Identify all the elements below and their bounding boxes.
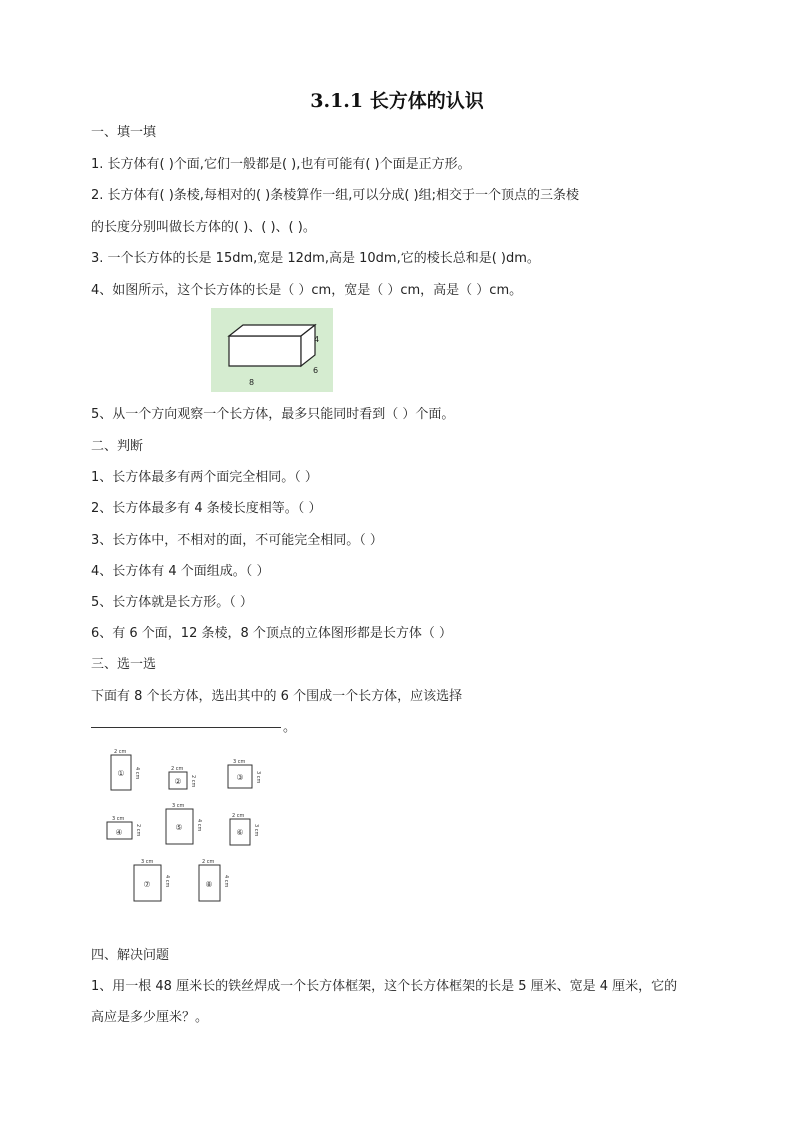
rect-2-side-label: 2 cm (190, 775, 196, 788)
rectangles-figure (92, 745, 274, 905)
rect-4-top-label: 3 cm (112, 816, 125, 822)
rect-figure-6 (230, 813, 259, 845)
rect-6-top-label: 2 cm (232, 813, 245, 819)
rect-5-side-label: 4 cm (196, 819, 202, 832)
rect-figure-3 (228, 759, 261, 788)
rect-1-side-label: 4 cm (134, 767, 140, 780)
cuboid-length-label: 8 (249, 378, 255, 387)
rect-7-number: ⑦ (143, 880, 151, 889)
solve-question-1-line1: 1、用一根 48 厘米长的铁丝焊成一个长方体框架，这个长方体框架的长是 5 厘米、宽是 4 厘米，它的 (91, 979, 678, 994)
cuboid-width-label: 6 (313, 366, 319, 375)
rect-figure-5 (166, 803, 202, 844)
section-heading-fill: 一、填一填 (91, 125, 157, 140)
rect-2-number: ② (174, 777, 182, 786)
rect-3-side-label: 3 cm (255, 771, 261, 784)
question-1-5: 5、从一个方向观察一个长方体，最多只能同时看到（ ）个面。 (91, 407, 455, 422)
question-1-4: 4、如图所示，这个长方体的长是（ ）cm，宽是（ ）cm，高是（ ）cm。 (91, 283, 523, 298)
answer-blank-line (91, 727, 281, 728)
rect-5-number: ⑤ (175, 823, 183, 832)
judge-item-5: 5、长方体就是长方形。（ ） (91, 595, 253, 610)
rect-7-side-label: 4 cm (164, 875, 170, 888)
choose-prompt: 下面有 8 个长方体，选出其中的 6 个围成一个长方体，应该选择 (91, 689, 463, 704)
question-1-3: 3. 一个长方体的长是 15dm,宽是 12dm,高是 10dm,它的棱长总和是( )dm。 (91, 251, 540, 266)
question-1-2-line2: 的长度分别叫做长方体的( )、( )、( )。 (91, 220, 316, 235)
rect-figure-8 (199, 859, 229, 901)
rect-6-number: ⑥ (236, 828, 244, 837)
rect-figure-7 (134, 859, 170, 901)
cuboid-height-label: 4 (314, 335, 320, 344)
answer-end-mark: 。 (283, 720, 297, 735)
rect-8-number: ⑧ (205, 880, 213, 889)
judge-item-1: 1、长方体最多有两个面完全相同。（ ） (91, 470, 318, 485)
cuboid-top-face (229, 325, 315, 336)
rect-8-side-label: 4 cm (223, 875, 229, 888)
judge-item-6: 6、有 6 个面，12 条棱，8 个顶点的立体图形都是长方体（ ） (91, 626, 453, 641)
rect-6-side-label: 3 cm (253, 824, 259, 837)
rect-1-number: ① (117, 769, 125, 778)
question-1-2-line1: 2. 长方体有( )条棱,每相对的( )条棱算作一组,可以分成( )组;相交于一个顶点的三条棱 (91, 188, 580, 203)
rect-7-top-label: 3 cm (141, 859, 154, 865)
rect-4-side-label: 2 cm (135, 824, 141, 837)
section-heading-judge: 二、判断 (91, 439, 144, 454)
page-title: 3.1.1 长方体的认识 (310, 90, 484, 112)
rect-figure-2 (169, 766, 196, 789)
judge-item-3: 3、长方体中，不相对的面，不可能完全相同。（ ） (91, 533, 383, 548)
rect-3-number: ③ (236, 773, 244, 782)
question-1-1: 1. 长方体有( )个面,它们一般都是( ),也有可能有( )个面是正方形。 (91, 157, 471, 172)
rect-figure-4 (107, 816, 141, 839)
section-heading-choose: 三、选一选 (91, 657, 157, 672)
rect-3-top-label: 3 cm (233, 759, 246, 765)
judge-item-4: 4、长方体有 4 个面组成。（ ） (91, 564, 270, 579)
rect-8-top-label: 2 cm (202, 859, 215, 865)
solve-question-1-line2: 高应是多少厘米？。 (91, 1010, 209, 1025)
cuboid-front-face (229, 336, 301, 366)
rect-1-top-label: 2 cm (114, 749, 127, 755)
section-heading-solve: 四、解决问题 (91, 948, 170, 963)
rect-figure-1 (111, 749, 140, 790)
rect-4-number: ④ (115, 828, 123, 837)
rect-2-top-label: 2 cm (171, 766, 184, 772)
judge-item-2: 2、长方体最多有 4 条棱长度相等。（ ） (91, 501, 322, 516)
cuboid-figure (211, 308, 333, 392)
rect-5-top-label: 3 cm (172, 803, 185, 809)
